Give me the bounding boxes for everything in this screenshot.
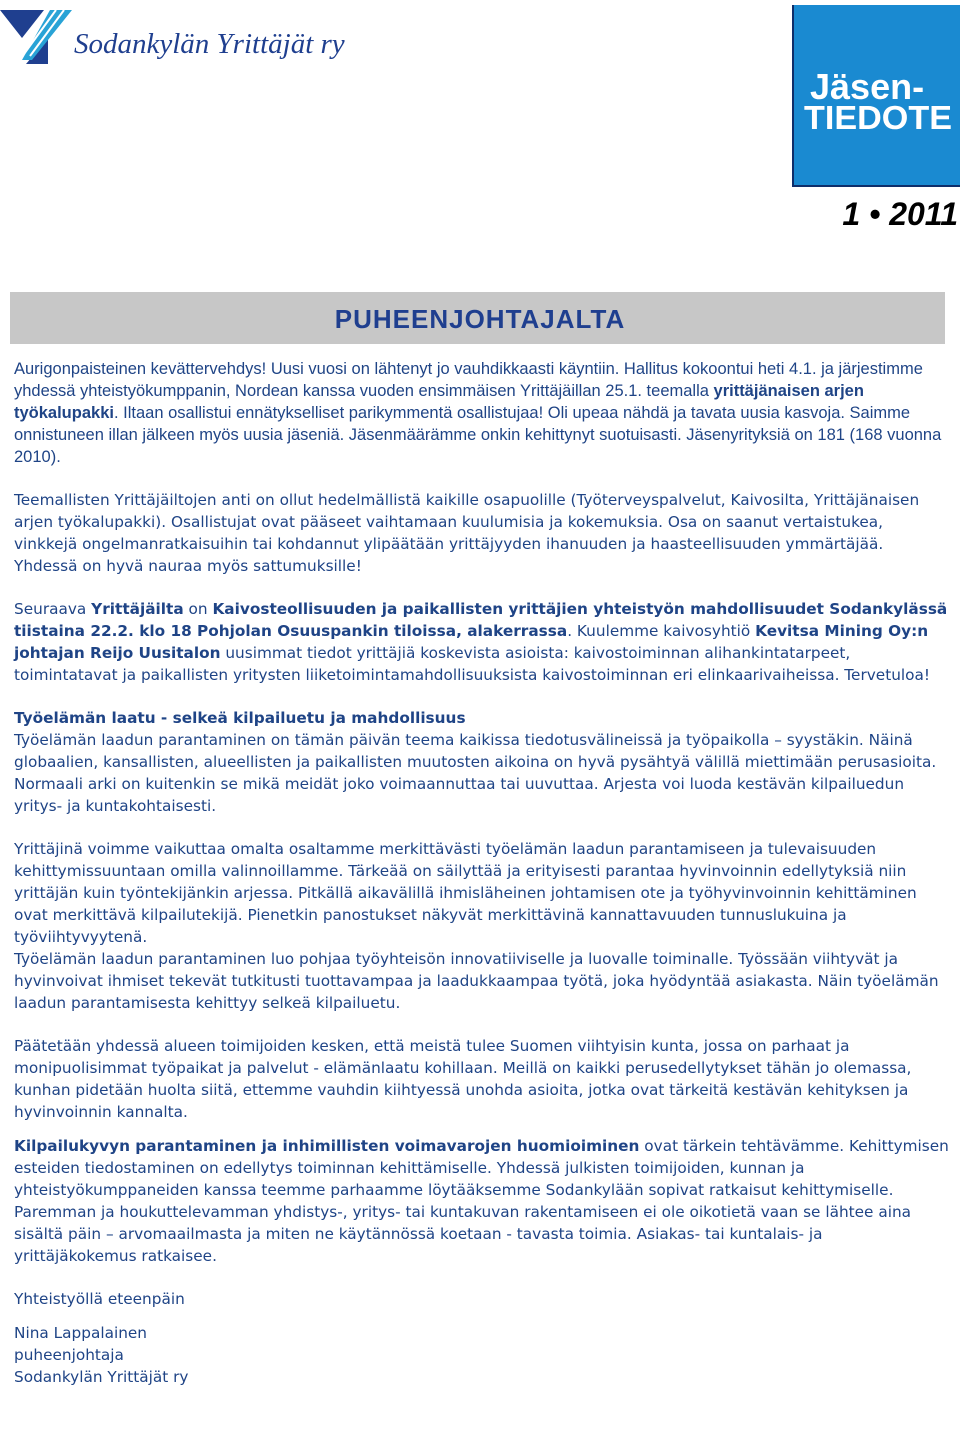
text-run: Työelämän laadun parantaminen luo pohjaa työyhteisön innovatiiviselle ja luovalle toiminalle. Työssään viihtyvät ja hyvinvoivat ihmiset tekevät tutkitusti tuottavampaa ja laadukkaampaa työtä, joka hyödyntää asiakasta. Näin työelämän laadun parantamisesta kehittyy selkeä kilpailuetu. bbox=[14, 950, 939, 1012]
article-body bbox=[14, 358, 949, 1388]
paragraph-municipality: Päätetään yhdessä alueen toimijoiden kesken, että meistä tulee Suomen viihtyisin kunta, jossa on parhaat ja monipuolisimmat työpaikat ja palvelut - elämänlaatu kohillaan. Meillä on kaikki perusedellytykset tähän jo olemassa, kunhan pidetään huolta siitä, ettemme vauhdin kiihtyessä unohda asioita, jotka ovat tärkeitä kestävän kehityksen ja hyvinvoinnin kannalta. bbox=[14, 1037, 912, 1121]
text-run: ovat tärkein tehtävämme. Kehittymisen esteiden tiedostaminen on edellytys toiminnan kehittämiselle. Yhdessä julkisten toimijoiden, kunnan ja yhteistyökumppaneiden kanssa teemme parhaamme löytääksemme Sodankylään sopivat ratkaisut kehittymiselle. Paremman ja houkuttelevamman yhdistys-, yritys- tai kuntakuvan rakentamiseen ei ole oikotietä vaan se lähtee aina sisältä päin – arvomaailmasta ja miten ne käytännössä koetaan - tavasta toimia. Asiakas- tai kuntalais- ja yrittäjäkokemus ratkaisee. bbox=[14, 1137, 949, 1265]
subheading: Työelämän laatu - selkeä kilpailuetu ja mahdollisuus bbox=[14, 709, 466, 727]
text-run: on bbox=[183, 600, 213, 618]
paragraph-next-event bbox=[14, 598, 949, 686]
signature-name: Nina Lappalainen bbox=[14, 1324, 147, 1342]
badge-line1: Jäsen- bbox=[810, 66, 925, 107]
text-run-bold: yrittäjänaisen arjen työkalupakki bbox=[14, 382, 864, 422]
signature-role: puheenjohtaja bbox=[14, 1346, 124, 1364]
jasentiedote-badge bbox=[792, 5, 960, 187]
signature-org: Sodankylän Yrittäjät ry bbox=[14, 1368, 189, 1386]
text-run: . Iltaan osallistui ennätykselliset parikymmentä osallistujaa! Oli upeaa nähdä ja tavata uusia kasvoja. Saimme onnistuneen illan jälkeen myös uusia jäseniä. Jäsenmäärämme onkin kehittynyt suotuisasti. Jäsenyrityksiä on 181 (168 vuonna 2010). bbox=[14, 404, 942, 466]
closing-greeting: Yhteistyöllä eteenpäin bbox=[14, 1290, 185, 1308]
text-run-bold: Kevitsa Mining Oy:n johtajan Reijo Uusitalon bbox=[14, 622, 929, 662]
text-run: Yrittäjinä voimme vaikuttaa omalta osaltamme merkittävästi työelämän laadun parantamiseen ja tulevaisuuden kehittymissuuntaan omilla valinnoillamme. Tärkeää on säilyttää ja erityisesti parantaa hyvinvoinnin edellytyksiä niin yrittäjän kuin työntekijänkin arjessa. Pitkällä aikavälillä ihmisläheinen johtamisen ote ja työhyvinvoinnin kehittäminen ovat merkittävä kilpailutekijä. Pienetkin panostukset näkyvät merkittävinä kannattavuuden tunnuslukuina ja työviihtyvyytenä. bbox=[14, 840, 917, 946]
text-run-bold: Yrittäjäilta bbox=[91, 600, 184, 618]
text-run-bold: Kilpailukyvyn parantaminen ja inhimillisten voimavarojen huomioiminen bbox=[14, 1137, 640, 1155]
paragraph-theme-evenings: Teemallisten Yrittäjäiltojen anti on ollut hedelmällistä kaikille osapuolille (Työterveyspalvelut, Kaivosilta, Yrittäjänaisen arjen työkalupakki). Osallistujat ovat pääseet vaihtamaan kuulumisia ja kokemuksia. Osa on saanut vertaistukea, vinkkejä ongelmanratkaisuihin tai kohdannut ylipäätään yrittäjyyden ihanuuden ja haasteellisuuden ymmärtäjää. Yhdessä on hyvä nauraa myös sattumuksille! bbox=[14, 491, 920, 575]
text-run-bold: Kaivosteollisuuden ja paikallisten yrittäjien yhteistyön mahdollisuudet Sodankylässä tiistaina 22.2. klo 18 Pohjolan Osuuspankin tiloissa, alakerrassa bbox=[14, 600, 948, 640]
paragraph-competitiveness bbox=[14, 1135, 949, 1267]
organization-logo-icon bbox=[0, 8, 72, 64]
badge-line2: TIEDOTE bbox=[804, 99, 952, 136]
paragraph-work-quality bbox=[14, 707, 949, 817]
text-run: Seuraava bbox=[14, 600, 92, 618]
text-run: uusimmat tiedot yrittäjiä koskevista asioista: kaivostoiminnan alihankintatarpeet, toimintatavat ja paikallisten yritysten liiketoimintamahdollisuuksista kaivostoiminnan eri elinkaarivaiheissa. Tervetuloa! bbox=[14, 644, 931, 684]
issue-number: 1 • 2011 bbox=[842, 196, 958, 232]
text-run: Työelämän laadun parantaminen on tämän päivän teema kaikissa tiedotusvälineissä ja työpaikolla – syystäkin. Näinä globaalien, kansallisten, alueellisten ja paikallisten muutosten aikoina on hyvä pysähtyä välillä miettimään perusasioita. Normaali arki on kuitenkin se mikä meidät joko voimaannuttaa tai uuvuttaa. Arjesta voi luoda kestävän kilpailuedun yritys- ja kuntakohtaisesti. bbox=[14, 731, 937, 815]
text-run: . Kuulemme kaivosyhtiö bbox=[567, 622, 756, 640]
paragraph-entrepreneurs bbox=[14, 838, 949, 1014]
paragraph-intro bbox=[14, 358, 949, 468]
organization-name: Sodankylän Yrittäjät ry bbox=[74, 28, 345, 60]
text-run: Aurigonpaisteinen kevättervehdys! Uusi vuosi on lähtenyt jo vauhdikkaasti käyntiin. Hallitus kokoontui heti 4.1. ja järjestimme yhdessä yhteistyökumppanin, Nordean kanssa vuoden ensimmäisen Yrittäjäillan 25.1. teemalla bbox=[14, 360, 923, 400]
section-title: PUHEENJOHTAJALTA bbox=[334, 304, 626, 334]
